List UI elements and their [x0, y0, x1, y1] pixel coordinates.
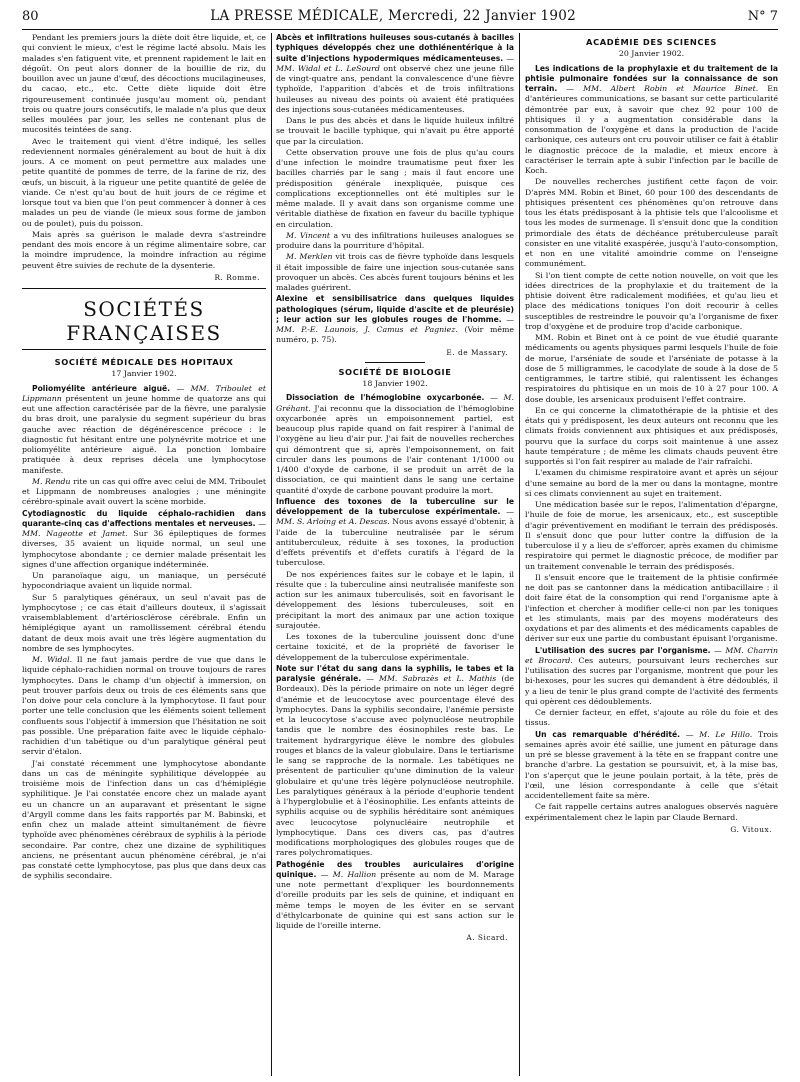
article — [276, 860, 514, 932]
article-title: Les indications de la prophylaxie et du traitement de la phtisie pulmonaire fondées sur la connaissance de son terrain. — [525, 63, 778, 93]
paragraph: Ce fait rappelle certains autres analogues observés naguère expérimentalement chez le lapin par Claude Bernard. — [525, 802, 778, 822]
article-text: Nous avons essayé d'obtenir, à l'aide de la tuberculine neutralisée par le sérum antituberculeux, réduite à ses toxones, la production d'effets préventifs et d'effets curatifs à l'égard de la tuberculose. — [276, 517, 514, 568]
column-3 — [525, 33, 778, 1076]
article — [22, 477, 266, 508]
separator — [365, 362, 425, 363]
paragraph: Pendant les premiers jours la diète doit être liquide, et, ce qui convient le mieux, c'est le régime lacté absolu. Mais les malades s'en fatiguent vite, et prennent rapidement le lait en dégoût. On peut alors donner de la bouillie de riz, du bouillon avec un jaune d'œuf, des décoctions mucilagineuses, du cacao, etc., etc. Cette diète liquide doit être rigoureusement continuée jusqu'au moment où, pendant trois ou quatre jours consécutifs, le malade n'a plus que deux selles moulées par jour, les selles ne contenant plus de mucosités teintées de sang. — [22, 33, 266, 135]
article-text: rite un cas qui offre avec celui de MM. Triboulet et Lippmann de nombreuses analogies ; une méningite cérébro-spinale avait ouvert la scène morbide. — [22, 476, 266, 507]
article-text: (Voir même numéro, p. 75). — [276, 325, 514, 345]
article — [276, 252, 514, 293]
issue-number: N° 7 — [747, 9, 778, 24]
author-signature: E. de Massary. — [446, 347, 508, 357]
paragraph: En ce qui concerne la climatothérapie de la phtisie et des états qui y prédisposent, les deux auteurs ont reconnu que les climats froids conviennent aux phtisiques et aux prédisposés, pourvu que la surface du corps soit maintenue à une assez haute température ; de même les climats chauds peuvent être supportés si l'on fait respirer au malade de l'air rafraîchi. — [525, 405, 778, 466]
article — [22, 509, 266, 571]
article-authors: — M. Le Hillo. — [680, 729, 753, 739]
article-title: Alexine et sensibilisatrice dans quelques liquides pathologiques (sérum, liquide d'ascite et de pleurésie) ; leur action sur les globules rouges de l'homme. — [276, 294, 514, 324]
article — [22, 384, 266, 476]
paragraph: Il s'ensuit encore que le traitement de la phtisie confirmée ne doit pas se cantonner dans la médication antibacillaire : il doit faire état de la consomption qui rend l'organisme apte à l'infection et chercher à modifier celle-ci non par les toniques et les stimulants, mais par des moyens modérateurs des oxydations et par des aliments et des médicaments capables de dériver sur eux une partie du combustant épuisant l'organisme. — [525, 572, 778, 644]
paragraph: Mais après sa guérison le malade devra s'astreindre pendant des mois encore à un régime alimentaire sobre, car la moindre imprudence, la moindre infraction au régime peuvent être suivies de rechute de la dysenterie. — [22, 229, 266, 270]
article-authors: — M. Hallion — [316, 869, 377, 879]
paragraph: Les toxones de la tuberculine jouissent donc d'une certaine toxicité, et de la propriété de favoriser le développement de la tuberculose expérimentale. — [276, 632, 514, 662]
paragraph: Sur 5 paralytiques généraux, un seul n'avait pas de lymphocytose ; ce cas était d'ailleurs douteux, il s'agissait vraisemblablement d'artériosclérose cérébrale. Enfin un hémiplégique ayant un ramollissement cérébral étendu datant de deux mois avait une très légère augmentation du nombre de ses lymphocytes. — [22, 592, 266, 653]
article — [276, 33, 514, 115]
article-title: Influence des toxones de la tuberculine sur le développement de la tuberculose expérimentale. — [276, 496, 514, 516]
article-text: ont observé chez une jeune fille de vingt-quatre ans, pendant la convalescence d'une fièvre typhoïde, l'apparition d'abcès et de trois infiltrations huileuses au niveau des points où avaient été pratiquées des injections sous-cutanées médicamenteuses. — [276, 63, 514, 114]
article-authors: — MM. Widal et L. LeSourd — [276, 53, 514, 73]
article-title: Pathogénie des troubles auriculaires d'origine quinique. — [276, 859, 514, 879]
article-authors: M. Rendu — [32, 476, 71, 486]
column-1 — [22, 33, 266, 1076]
paragraph: Ce dernier facteur, en effet, s'ajoute au rôle du foie et des tissus. — [525, 708, 778, 728]
article-title: Abcès et infiltrations huileuses sous-cutanés à bacilles typhiques développés chez une dothiénentérique à la suite d'injections hypodermiques médicamenteuses. — [276, 33, 514, 63]
paragraph: L'examen du chimisme respiratoire avant et après un séjour d'une semaine au bord de la mer ou dans la montagne, montre si ces climats conviennent au sujet en traitement. — [525, 468, 778, 498]
article-text: En d'antérieures communications, se basant sur cette particularité démontrée par eux, à savoir que chez 92 pour 100 de phtisiques il y a augmentation considérable dans la consommation de l'oxygène et dans la production de l'acide carbonique, ces auteurs ont cru pouvoir utiliser ce fait à établir le diagnostic précoce de la maladie, et mieux encore à caractériser le terrain apte à subir l'infection par le bacille de Koch. — [525, 84, 778, 175]
society-heading: SOCIÉTÉ DE BIOLOGIE — [338, 366, 452, 377]
article-authors: — MM. P.-E. Launois, J. Camus et Pagniez. — [276, 314, 514, 334]
article-text: a vu des infiltrations huileuses analogues se produire dans la pourriture d'hôpital. — [276, 230, 514, 250]
article-text: Il ne faut jamais perdre de vue que dans le liquide céphalo-rachidien normal on trouve toujours de rares lymphocytes. Dans le champ d'un objectif à immersion, on peut trouver parfois deux ou trois de ces éléments sans que l'on doive pour cela conclure à la lymphocytose. Il faut pour porter une telle conclusion que les éléments soient tellement confluents sous l'objectif à immersion que l'hésitation ne soit pas possible. Une préparation faite avec le liquide céphalo-rachidien d'un tabétique ou d'un paralytique général peut servir d'étalon. — [22, 655, 266, 757]
column-2 — [276, 33, 514, 1076]
article — [525, 646, 778, 708]
section-rule — [22, 288, 266, 289]
session-date: 20 Janvier 1902. — [618, 49, 685, 59]
column-rule — [519, 33, 520, 1076]
section-heading: SOCIÉTÉS FRANÇAISES — [22, 295, 266, 350]
article-title: Note sur l'état du sang dans la syphilis, le tabes et la paralysie générale. — [276, 663, 514, 683]
article-text: Trois semaines après avoir été saillie, une jument en pâturage dans un pré se blesse gravement à la tête en se frappant contre une branche d'arbre. La gestation se poursuivit, et, à la mise bas, l'on s'aperçut que le jeune poulain portait, à la tête, près de l'œil, une lésion correspondante à celle que s'était accidentellement faite sa mère. — [525, 729, 778, 800]
author-signature: R. Romme. — [214, 272, 260, 282]
article — [276, 294, 514, 345]
article — [276, 664, 514, 859]
article-text: présente au nom de M. Marage une note permettant d'expliquer les bourdonnements d'oreille produits par les sels de quinine, et indiquant en même temps le moyen de les éviter en se servant d'éthylcarbonate de quinine qui est sans action sur le liquide de l'oreille interne. — [276, 869, 514, 930]
paragraph: De nouvelles recherches justifient cette façon de voir. D'après MM. Robin et Binet, 60 pour 100 des descendants de phtisiques présentent ces phénomènes qu'on retrouve dans tous les états prédisposant à la phtisie tels que l'alcoolisme et tous les modes de surmenage. Il s'ensuit donc que la condition primordiale des états de déchéance prétuberculeuse paraît consister en une vitalité exaspérée, jusqu'à l'auto-consomption, et non en une vitalité amoindrie comme on l'enseigne communément. — [525, 177, 778, 269]
author-signature: G. Vitoux. — [730, 824, 772, 834]
paragraph: Dans le pus des abcès et dans le liquide huileux infiltré se trouvait le bacille typhique, qui n'avait pu être apporté que par la circulation. — [276, 116, 514, 146]
article-authors: — MM. Albert Robin et Maurice Binet. — [557, 84, 759, 93]
journal-title: LA PRESSE MÉDICALE, Mercredi, 22 Janvier 1902 — [210, 8, 577, 24]
paragraph: De nos expériences faites sur le cobaye et le lapin, il résulte que : la tuberculine ainsi neutralisée manifeste son action sur les animaux tuberculisés, soit en favorisant le développement des lésions tuberculeuses, soit en précipitant la mort des animaux par une action toxique surajoutée. — [276, 569, 514, 630]
article-authors: — MM. Triboulet et Lippmann — [22, 383, 266, 403]
article — [525, 64, 778, 177]
paragraph: Avec le traitement qui vient d'être indiqué, les selles redeviennent normales généralement au bout de huit à dix jours. A ce moment on peut permettre aux malades une petite quantité de pommes de terre, de la farine de riz, des œufs, un biscuit, à la rigueur une petite quantité de gelée de viande. Ce n'est qu'au bout de huit jours de ce régime et lorsque tout va bien que l'on peut commencer à donner à ces malades un peu de viande (le mieux sous forme de jambon ou de poulet), puis du poisson. — [22, 136, 266, 228]
article-authors: M. Merklen — [286, 252, 333, 262]
article — [525, 730, 778, 802]
society-heading: SOCIÉTÉ MÉDICALE DES HOPITAUX — [54, 357, 234, 367]
article-title: L'utilisation des sucres par l'organisme. — [535, 645, 711, 655]
article-authors: — M. Gréhant. — [276, 393, 514, 413]
article-text: J'ai reconnu que la dissociation de l'hémoglobine oxycarbonée après un empoisonnement partiel, est beaucoup plus rapide quand on fait respirer à l'animal de l'oxygène au lieu d'air pur. J'ai fait de nouvelles recherches qui démontrent que si, après l'empoisonnement, on fait circuler dans les poumons de l'air contenant 1/1000 ou 1/400 d'oxyde de carbone, il se produit un arrêt de la dissociation, ce qui maintient dans le sang une certaine quantité d'oxyde de carbone pouvant produire la mort. — [276, 403, 514, 495]
column-rule — [271, 33, 272, 1076]
article-text: Ces auteurs, poursuivant leurs recherches sur l'utilisation des sucres par l'organisme, montrent que pour les bi-hexoses, pour les sucres qui demandent à être dédoublés, il y a lieu de tenir le plus grand compte de l'activité des ferments qui opèrent ces dédoublements. — [525, 655, 778, 706]
author-signature: A. Sicard. — [466, 933, 508, 943]
paragraph: J'ai constaté récemment une lymphocytose abondante dans un cas de méningite syphilitique développée au troisième mois de l'infection dans un cas d'hémiplégie syphilitique. Je l'ai constatée encore chez un malade ayant eu un chancre un an auparavant et présentant le signe d'Argyll comme dans les faits rapportés par M. Babinski, et enfin chez un malade atteint simultanément de fièvre typhoïde avec phénomènes cérébraux de syphilis à la période secondaire. Par contre, chez une dizaine de syphilitiques anciens, ne présentant aucun phénomène cérébral, je n'ai pas constaté cette lymphocytose, pas plus que dans deux cas de syphilis secondaire. — [22, 758, 266, 881]
article-title: Cytodiagnostic du liquide céphalo-rachidien dans quarante-cinq cas d'affections mentales et nerveuses. — [22, 508, 266, 528]
article-text: vit trois cas de fièvre typhoïde dans lesquels il était impossible de faire une injection sous-cutanée sans provoquer un abcès. Ces abcès furent toujours bénins et les malades guérirent. — [276, 252, 514, 292]
article-authors: M. Vincent — [286, 230, 331, 240]
article — [276, 497, 514, 569]
article — [276, 231, 514, 252]
article-authors: — MM. Nageotte et Jamet. — [22, 518, 266, 538]
article-text: (de Bordeaux). Dès la période primaire on note un léger degré d'anémie et de leucocytose avec pourcentage élevé des lymphocytes. Dans la syphilis secondaire, l'anémie persiste et la leucocytose s'accuse avec polynucléose neutrophile tandis que le nombre des éosinophiles reste bas. Le traitement hydrargyrique élève le nombre des globules rouges et blancs de la valeur globulaire. Dans le tertiarisme le sang se rapproche de la normale. Les tabétiques ne présentent de particulier qu'une diminution de la valeur globulaire et qu'une très légère polynucléose neutrophile. Les paralytiques généraux à la période d'euphorie tendent à l'hyperglobulie et à l'éosinophilie. Les enfants atteints de syphilis acquise ou de syphilis héréditaire sont anémiques avec leucocytose polynucléaire neutrophile et lymphocytique. Dans ces divers cas, pas d'autres modifications morphologiques des globules rouges que de rares polychromatiques. — [276, 674, 514, 858]
paragraph: Si l'on tient compte de cette notion nouvelle, on voit que les idées directrices de la prophylaxie et du traitement de la phtisie doivent être radicalement modifiées, et qu'au lieu et place des médications toniques l'on doit recourir à celles susceptibles de restreindre le pouvoir qu'a l'organisme de fixer trop d'oxygène et de produire trop d'acide carbonique. — [525, 270, 778, 331]
article — [276, 393, 514, 496]
article-authors: — MM. Charrin et Brocard. — [525, 645, 778, 665]
header-rule — [22, 29, 778, 30]
session-date: 17 Janvier 1902. — [111, 369, 177, 379]
paragraph: Un paranoïaque aigu, un maniaque, un persécuté hypocondriaque avaient un liquide normal. — [22, 571, 266, 591]
article-title: Dissociation de l'hémoglobine oxycarbonée. — [286, 393, 485, 403]
article-title: Poliomyélite antérieure aiguë. — [32, 383, 171, 393]
page-number: 80 — [22, 9, 39, 24]
columns — [22, 33, 778, 1076]
article-authors: — MM. S. Arloing et A. Descas. — [276, 507, 514, 527]
article-authors: M. Widal. — [32, 655, 73, 664]
article — [22, 655, 266, 758]
article-text: Sur 36 épileptiques de formes diverses, 35 avaient un liquide normal, un seul une lymphocytose abondante ; ce dernier malade présentait les signes d'une affection organique indéterminée. — [22, 529, 266, 569]
paragraph: Une médication basée sur le repos, l'alimentation d'épargne, l'huile de foie de morue, les arsenicaux, etc., est susceptible d'agir préventivement en modifiant le terrain des prédisposés. Il s'ensuit donc que pour lutter contre la diffusion de la tuberculose il y a lieu de s'efforcer, après examen du chimisme respiratoire qui permet le diagnostic précoce, de modifier par un traitement convenable le terrain des prédisposés. — [525, 500, 778, 571]
article-authors: — MM. Sabrazès et L. Mathis — [361, 674, 497, 683]
paragraph: Cette observation prouve une fois de plus qu'au cours d'une infection le moindre traumatisme peut fixer les bacilles charriés par le sang ; mais il faut encore une prédisposition générale inexpliquée, puisque ces complications exceptionnelles ont été multiples sur le même malade. Il y avait dans son organisme comme une véritable diathèse de fixation en faveur du bacille typhique en circulation. — [276, 147, 514, 229]
article-title: Un cas remarquable d'hérédité. — [535, 729, 681, 739]
running-header — [22, 8, 778, 26]
paragraph: MM. Robin et Binet ont à ce point de vue étudié quarante médicaments ou agents physiques parmi lesquels l'huile de foie de morue, l'arséniate de soude et l'arséniate de potasse à la dose de 5 milligrammes, le cacodylate de soude à la dose de 5 centigrammes, le tartre stibié, qui ralentissent les échanges respiratoires du phtisique en un mois de 10 à 27 pour 100. A dose double, les arsenicaux produisent l'effet contraire. — [525, 333, 778, 404]
article-text: présentent un jeune homme de quatorze ans qui eut une affection caractérisée par de la fièvre, une paralysie du bras droit, une paralysie du segment supérieur du bras gauche avec réaction de dégénérescence précoce : le diagnostic fut hésitant entre une polynévrite motrice et une poliomyélite antérieure aiguë. La ponction lombaire pratiquée à deux reprises décela une lymphocytose manifeste. — [22, 393, 266, 475]
session-date: 18 Janvier 1902. — [362, 379, 428, 388]
society-heading: ACADÉMIE DES SCIENCES — [586, 37, 717, 47]
